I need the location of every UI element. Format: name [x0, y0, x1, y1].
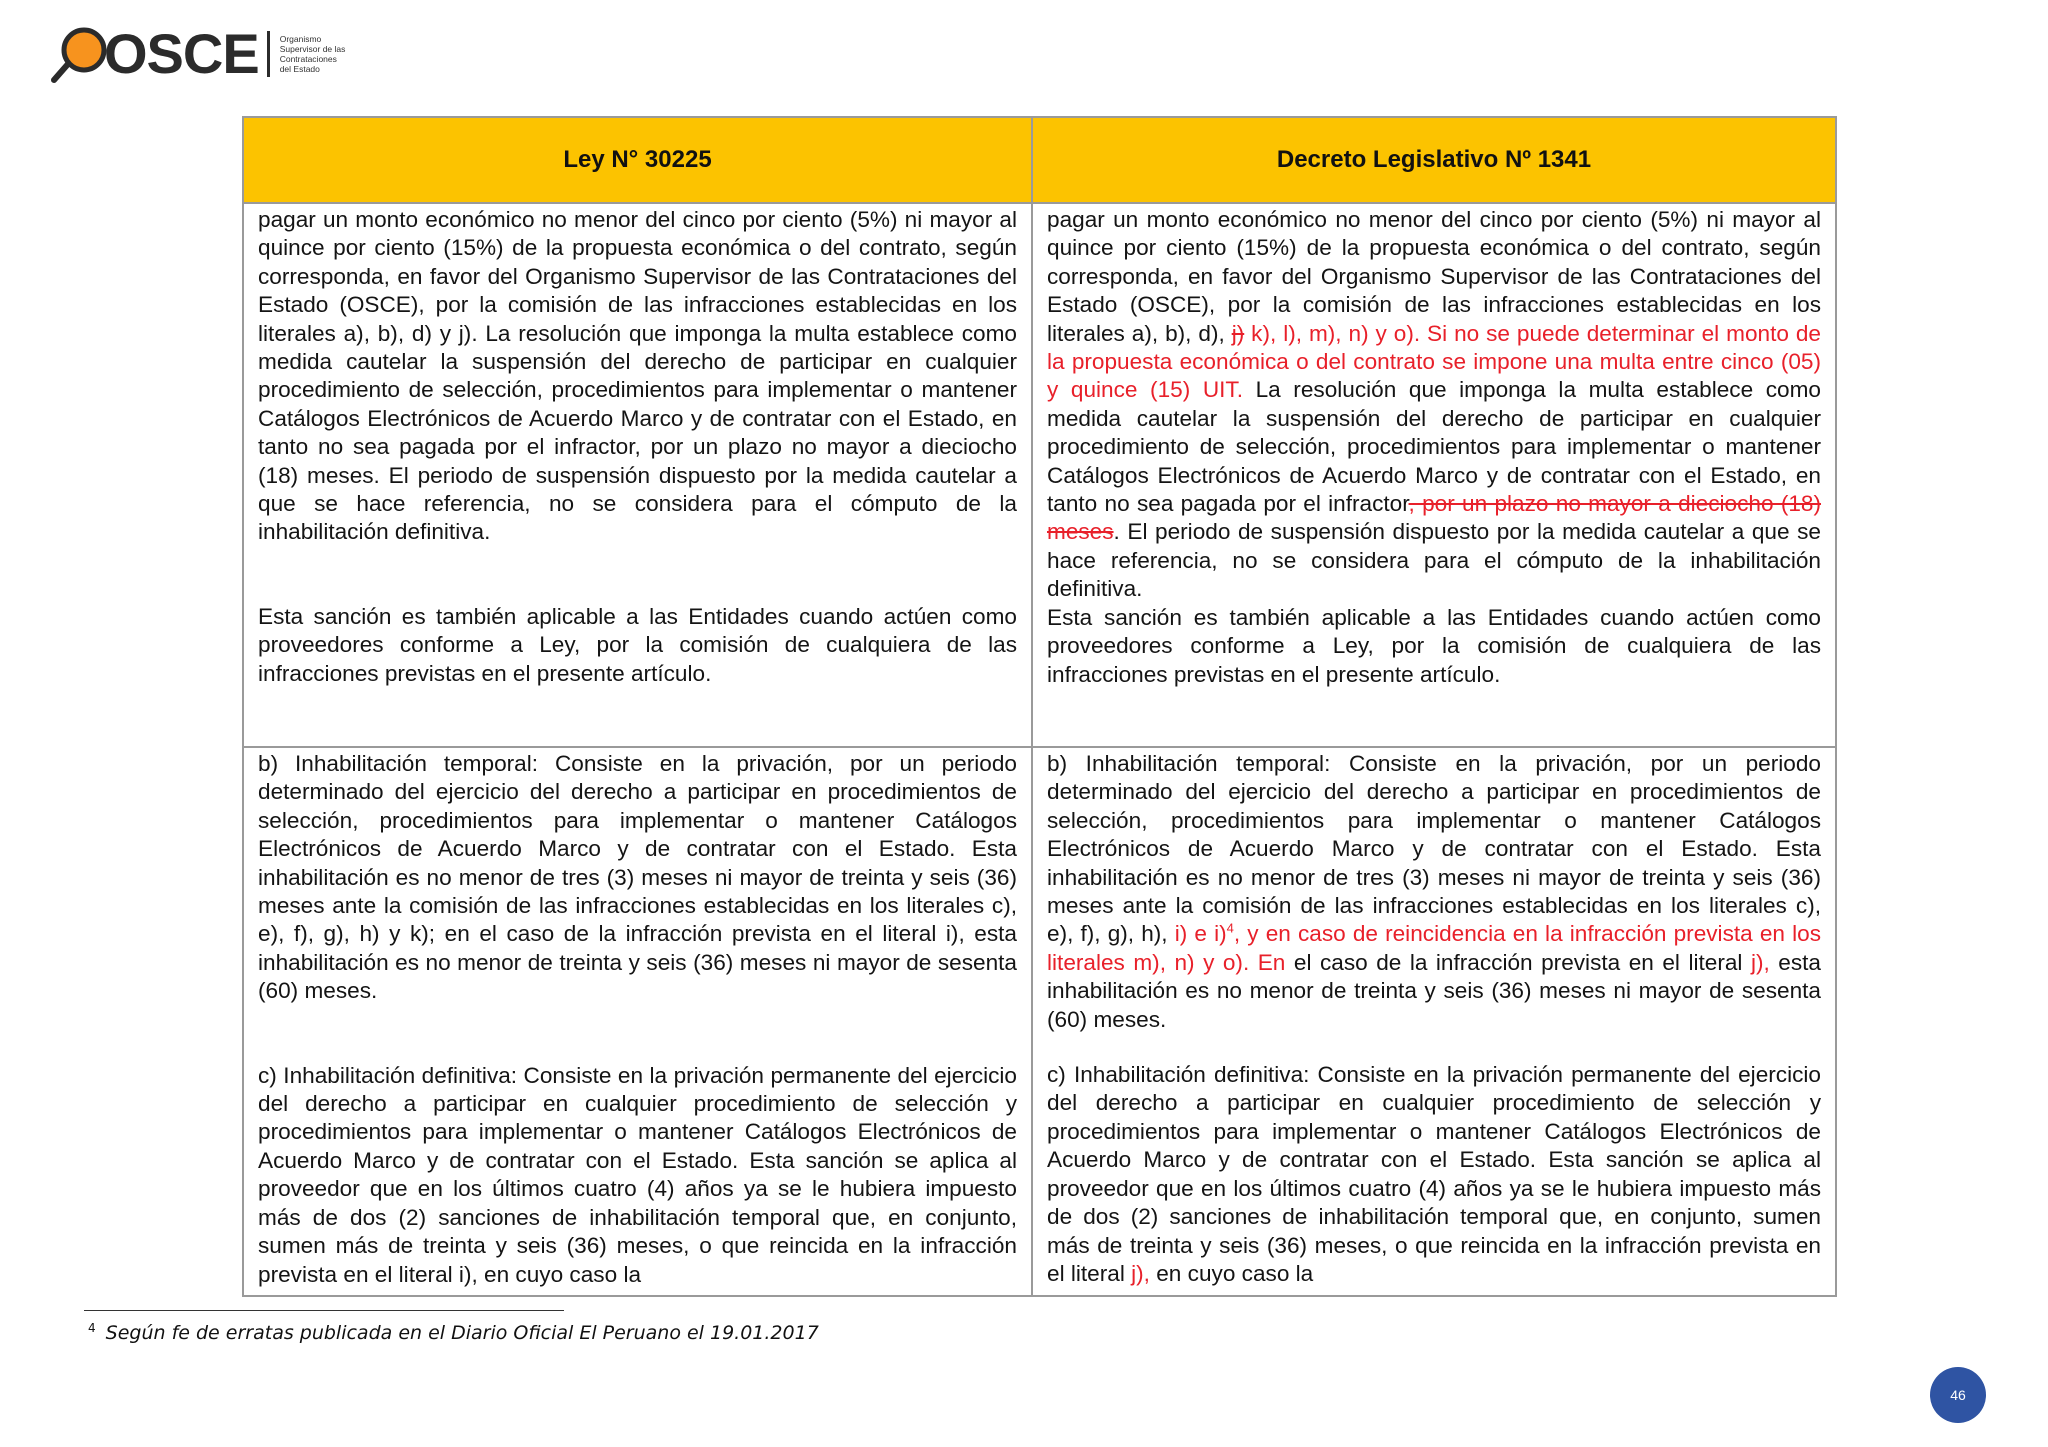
table-row: [243, 747, 1836, 1296]
osce-logo: [48, 24, 350, 84]
logo-tagline: Organismo Supervisor de las Contrataciones del Estado: [279, 34, 346, 74]
cell-right-row2: [1032, 747, 1836, 1296]
page-number: 46: [1930, 1367, 1986, 1423]
left-inhabilitacion-definitiva: c) Inhabilitación definitiva: Consiste en la privación permanente del ejercicio del derecho a participar en cualquier procedimiento de selección y procedimientos para implementar o mantener Catálogos Electrónicos de Acuerdo Marco y de contratar con el Estado. Esta sanción se aplica al proveedor que en los últimos cuatro (4) años ya se le hubiera impuesto más de dos (2) sanciones de inhabilitación temporal que, en conjunto, sumen más de treinta y seis (36) meses, o que reincida en la infracción prevista en el literal i), en cuyo caso la: [258, 1062, 1017, 1287]
left-inhabilitacion-temporal: b) Inhabilitación temporal: Consiste en la privación, por un periodo determinado del ejercicio del derecho a participar en procedimientos de selección, procedimientos para implementar o mantener Catálogos Electrónicos de Acuerdo Marco y de contratar con el Estado. Esta inhabilitación es no menor de tres (3) meses ni mayor de treinta y seis (36) meses ante la comisión de las infracciones establecidas en los literales c), e), f), g), h) y k); en el caso de la infracción prevista en el literal i), esta inhabilitación es no menor de treinta y seis (36) meses ni mayor de sesenta (60) meses.: [258, 751, 1017, 1004]
footnote-rule: [84, 1310, 564, 1311]
added-text: , y en caso de reincidencia en la infracción prevista en los literales m), n) y o). En: [1047, 921, 1821, 975]
left-entidades-paragraph: Esta sanción es también aplicable a las Entidades cuando actúen como proveedores conforme a Ley, por la comisión de cualquiera de las infracciones previstas en el presente artículo.: [258, 603, 1017, 686]
spacer: [258, 1006, 1017, 1062]
text-segment: pagar un monto económico no menor del cinco por ciento (5%) ni mayor al quince por ciento (15%) de la propuesta económica o del contrato, según corresponda, en favor del Organismo Supervisor de las Contrataciones del Estado (OSCE), por la comisión de las infracciones establecidas en los literales a), b), d),: [1047, 207, 1821, 346]
header-ley-30225: Ley N° 30225: [243, 117, 1032, 203]
text-segment: La resolución que imponga la multa establece como medida cautelar la suspensión del derecho de participar en cualquier procedimiento de selección, procedimientos para implementar o mantener Catálogos Electrónicos de Acuerdo Marco y de contratar con el Estado, en tanto no sea pagada por el infractor: [1047, 377, 1821, 517]
right-inhabilitacion-definitiva: [1047, 1061, 1821, 1288]
added-text: k), l), m), n) y o). Si no se puede determinar el monto de la propuesta económica o del contrato se impone una multa entre cinco (05) y quince (15) UIT.: [1047, 320, 1821, 403]
right-entidades-paragraph: Esta sanción es también aplicable a las Entidades cuando actúen como proveedores conforme a Ley, por la comisión de cualquiera de las infracciones previstas en el presente artículo.: [1047, 604, 1821, 687]
left-multa-paragraph: pagar un monto económico no menor del cinco por ciento (5%) ni mayor al quince por ciento (15%) de la propuesta económica o del contrato, según corresponda, en favor del Organismo Supervisor de las Contrataciones del Estado (OSCE), por la comisión de las infracciones establecidas en los literales a), b), d) y j). La resolución que imponga la multa establece como medida cautelar la suspensión del derecho de participar en cualquier procedimiento de selección, procedimientos para implementar o mantener Catálogos Electrónicos de Acuerdo Marco y de contratar con el Estado, en tanto no sea pagada por el infractor, por un plazo no mayor a dieciocho (18) meses. El periodo de suspensión dispuesto por la medida cautelar a que se hace referencia, no se considera para el cómputo de la inhabilitación definitiva.: [258, 207, 1017, 545]
deleted-text: , por un plazo no mayor a dieciocho (18) meses: [1047, 491, 1821, 545]
header-decreto-1341: Decreto Legislativo Nº 1341: [1032, 117, 1836, 203]
text-segment: el caso de la infracción prevista en el literal: [1285, 949, 1751, 975]
text-segment: c) Inhabilitación definitiva: Consiste en la privación permanente del ejercicio del derecho a participar en cualquier procedimiento de selección y procedimientos para implementar o mantener Catálogos Electrónicos de Acuerdo Marco y de contratar con el Estado. Esta sanción se aplica al proveedor que en los últimos cuatro (4) años ya se le hubiera impuesto más de dos (2) sanciones de inhabilitación temporal que, en conjunto, sumen más de treinta y seis (36) meses, o que reincida en la infracción prevista en el literal: [1047, 1062, 1821, 1286]
text-segment: en cuyo caso la: [1149, 1260, 1314, 1286]
added-text: j),: [1750, 949, 1770, 975]
comparison-table: [242, 116, 1837, 1297]
spacer: [1047, 1034, 1821, 1061]
right-inhabilitacion-temporal: [1047, 750, 1821, 1034]
footnote-ref: 4: [1226, 920, 1234, 936]
footnote-text: Según fe de erratas publicada en el Diario Oficial El Peruano el 19.01.2017: [105, 1322, 819, 1344]
deleted-text: j): [1231, 320, 1245, 346]
cell-left-row2: [243, 747, 1032, 1296]
text-segment: b) Inhabilitación temporal: Consiste en la privación, por un periodo determinado del ejercicio del derecho a participar en procedimientos de selección, procedimientos para implementar o mantener Catálogos Electrónicos de Acuerdo Marco y de contratar con el Estado. Esta inhabilitación es no menor de tres (3) meses ni mayor de treinta y seis (36) meses ante la comisión de las infracciones establecidas en los literales c), e), f), g), h),: [1047, 751, 1821, 947]
logo-wordmark: OSCE: [104, 22, 259, 85]
text-segment: . El periodo de suspensión dispuesto por la medida cautelar a que se hace referencia, no se considera para el cómputo de la inhabilitación definitiva.: [1047, 519, 1821, 602]
right-multa-paragraph: [1047, 206, 1821, 604]
cell-right-row1: [1032, 203, 1836, 747]
cell-left-row1: [243, 203, 1032, 747]
header-row: [243, 117, 1836, 203]
added-text: i) e i): [1174, 921, 1227, 947]
footnote-number: 4: [88, 1320, 96, 1335]
logo-separator: [267, 31, 270, 77]
table-row: [243, 203, 1836, 747]
text-segment: esta inhabilitación es no menor de treinta y seis (36) meses ni mayor de sesenta (60) meses.: [1047, 949, 1821, 1032]
magnifier-logo-icon: [48, 24, 110, 84]
added-text: j),: [1131, 1260, 1150, 1286]
spacer: [258, 547, 1017, 603]
footnote: [88, 1322, 819, 1344]
